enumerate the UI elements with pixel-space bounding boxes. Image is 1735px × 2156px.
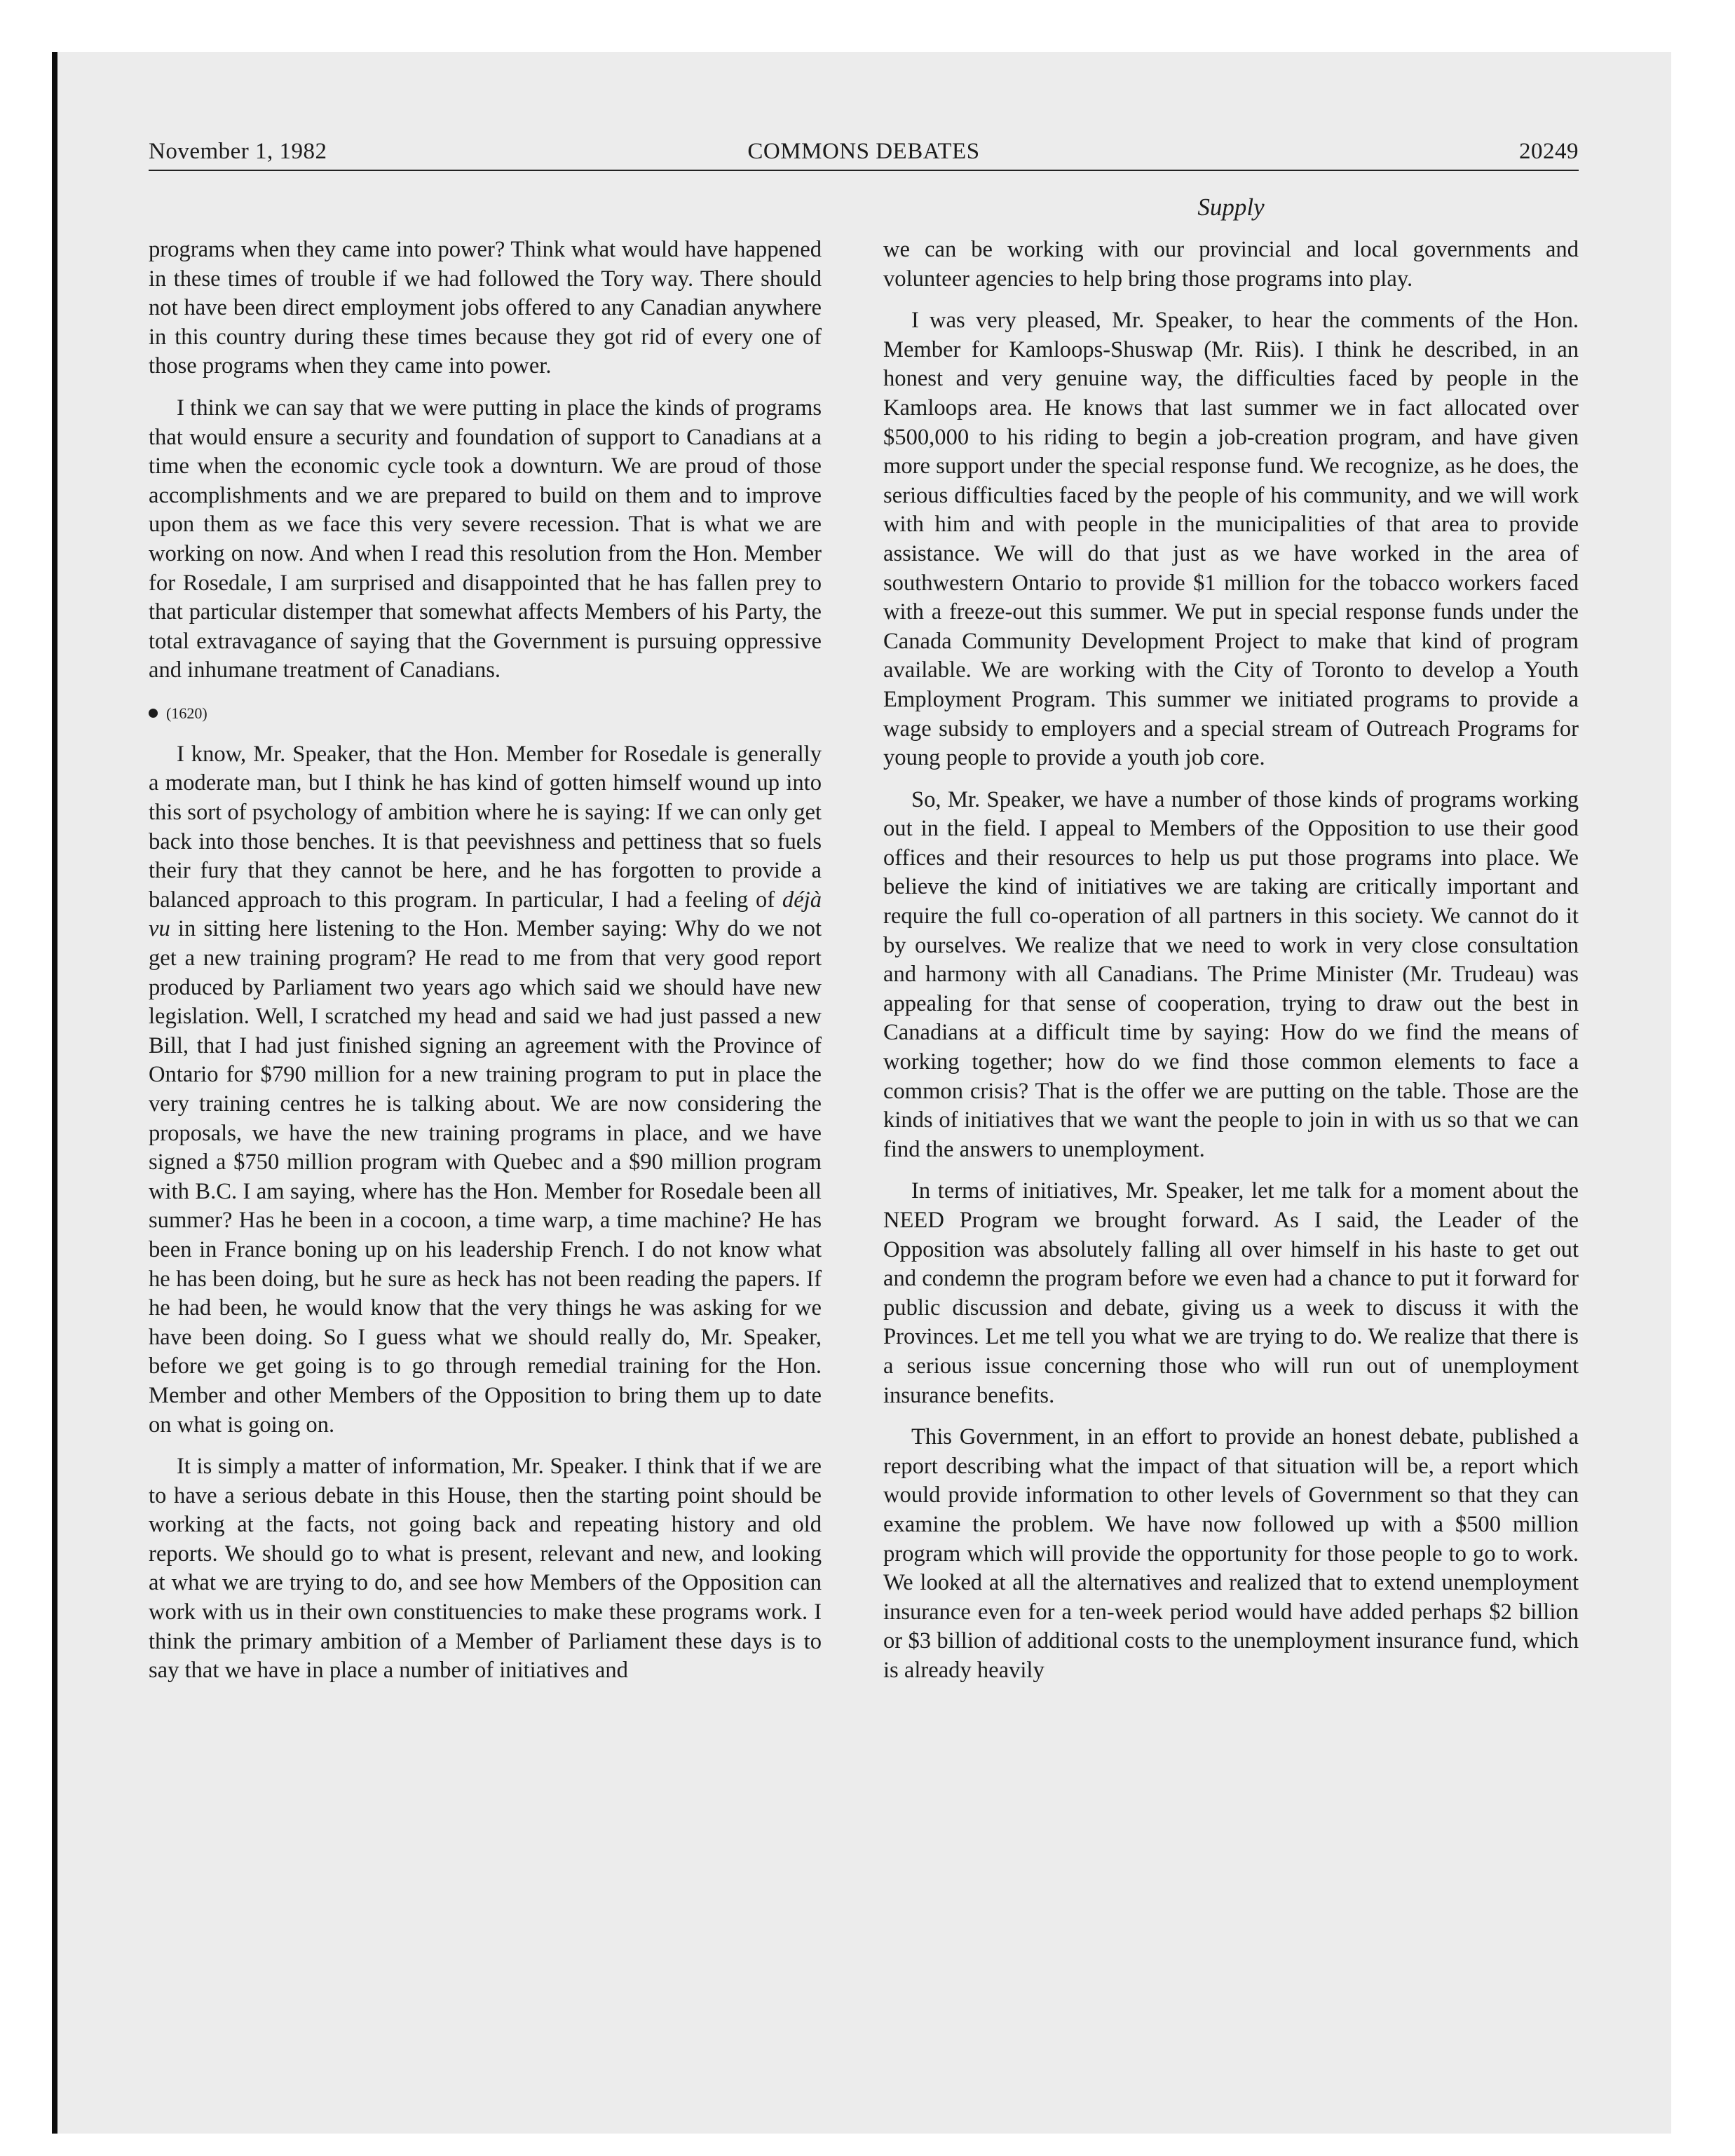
- left-paragraph-1: programs when they came into power? Think what would have happened in these times of trouble if we had followed the Tory way. There should not have been direct employment jobs offered to any Canadian anywhere in this country during these times because they got rid of every one of those programs when they came into power.: [149, 237, 822, 379]
- page-binding-edge: [52, 52, 57, 2134]
- left-paragraph-3-part-a: I know, Mr. Speaker, that the Hon. Member for Rosedale is generally a moderate man, but I think he has kind of gotten himself wound up into this sort of psychology of ambition where he is saying: If we can only get back into those benches. It is that peevishness and pettiness that so fuels their fury that they cannot be here, and he has forgotten to provide a balanced approach to this program. In particular, I had a feeling of: [149, 741, 822, 913]
- right-paragraph-2: I was very pleased, Mr. Speaker, to hear the comments of the Hon. Member for Kamloops-Shuswap (Mr. Riis). I think he described, in an honest and very genuine way, the difficulties faced by people in the Kamloops area. He knows that last summer we in fact allocated over $500,000 to his riding to begin a job-creation program, and have given more support under the special response fund. We recognize, as he does, the serious difficulties faced by the people of his community, and we will work with him and with people in the municipalities of that area to provide assistance. We will do that just as we have worked in the area of southwestern Ontario to provide $1 million for the tobacco workers faced with a freeze-out this summer. We put in special response funds under the Canada Community Development Project to make that kind of program available. We are working with the City of Toronto to develop a Youth Employment Program. This summer we initiated programs to provide a wage subsidy to employers and a special stream of Outreach Programs for young people to provide a youth job core.: [883, 308, 1579, 771]
- header-title: COMMONS DEBATES: [747, 139, 980, 164]
- right-paragraph-3: So, Mr. Speaker, we have a number of those kinds of programs working out in the field. I appeal to Members of the Opposition to use their good offices and their resources to help us put those programs into place. We believe the kind of initiatives we are taking are critically important and require the full co-operation of all partners in this society. We cannot do it by ourselves. We realize that we need to work in very close consultation and harmony with all Canadians. The Prime Minister (Mr. Trudeau) was appealing for that sense of cooperation, trying to draw out the best in Canadians at a difficult time by saying: How do we find the means of working together; how do we find those common elements to face a common crisis? That is the offer we are putting on the table. Those are the kinds of initiatives that we want the people to join in with us so that we can find the answers to unemployment.: [883, 786, 1579, 1162]
- bullet-dot-icon: [149, 709, 158, 718]
- left-paragraph-4: It is simply a matter of information, Mr. Speaker. I think that if we are to have a serious debate in this House, then the starting point should be working at the facts, not going back and repeating history and old reports. We should go to what is present, relevant and new, and looking at what we are trying to do, and see how Members of the Opposition can work with us in their own constituencies to make these programs work. I think the primary ambition of a Member of Parliament these days is to say that we have in place a number of initiatives and: [149, 1454, 822, 1684]
- deja-vu-italic: déjà vu: [149, 887, 822, 942]
- section-title: Supply: [1197, 193, 1265, 221]
- time-marker-code: (1620): [166, 704, 207, 722]
- left-paragraph-2: I think we can say that we were putting in place the kinds of programs that would ensure a security and foundation of support to Canadians at a time when the economic cycle took a downturn. We are proud of those accomplishments and we are prepared to build on them and to improve upon them as we face this very severe recession. That is what we are working on now. And when I read this resolution from the Hon. Member for Rosedale, I am surprised and disappointed that he has fallen prey to that particular distemper that somewhat affects Members of his Party, the total extravagance of saying that the Government is pursuing oppressive and inhumane treatment of Canadians.: [149, 395, 822, 683]
- time-marker: [149, 698, 822, 728]
- left-paragraph-3: [149, 740, 822, 1440]
- right-column: [883, 236, 1579, 1698]
- header-page-number: 20249: [1519, 139, 1579, 164]
- right-paragraph-5: This Government, in an effort to provide an honest debate, published a report describing what the impact of that situation will be, a report which would provide information to other levels of Government so that they can examine the problem. We have now followed up with a $500 million program which will provide the opportunity for those people to go to work. We looked at all the alternatives and realized that to extend unemployment insurance even for a ten-week period would have added perhaps $2 billion or $3 billion of additional costs to the unemployment insurance fund, which is already heavily: [883, 1424, 1579, 1683]
- running-header: [149, 137, 1579, 171]
- right-paragraph-1: we can be working with our provincial and local governments and volunteer agencies to help bring those programs into play.: [883, 237, 1579, 292]
- right-paragraph-4: In terms of initiatives, Mr. Speaker, let me talk for a moment about the NEED Program we brought forward. As I said, the Leader of the Opposition was absolutely falling all over himself in his haste to get out and condemn the program before we even had a chance to put it forward for public discussion and debate, giving us a week to discuss it with the Provinces. Let me tell you what we are trying to do. We realize that there is a serious issue concerning those who will run out of unemployment insurance benefits.: [883, 1178, 1579, 1408]
- left-column: [149, 236, 822, 1698]
- left-paragraph-3-part-b: in sitting here listening to the Hon. Member saying: Why do we not get a new training program? He read to me from that very good report produced by Parliament two years ago which said we should have new legislation. Well, I scratched my head and said we had just passed a new Bill, that I had just finished signing an agreement with the Province of Ontario for $790 million for a new training program to put in place the very training centres he is talking about. We are now considering the proposals, we have the new training programs in place, and we have signed a $750 million program with Quebec and a $90 million program with B.C. I am saying, where has the Hon. Member for Rosedale been all summer? Has he been in a cocoon, a time warp, a time machine? He has been in France boning up on his leadership French. I do not know what he has been doing, but he sure as heck has not been reading the papers. If he had been, he would know that the very things he was asking for we have been doing. So I guess what we should really do, Mr. Speaker, before we get going is to go through remedial training for the Hon. Member and other Members of the Opposition to bring them up to date on what is going on.: [149, 916, 822, 1438]
- header-date: November 1, 1982: [149, 139, 327, 164]
